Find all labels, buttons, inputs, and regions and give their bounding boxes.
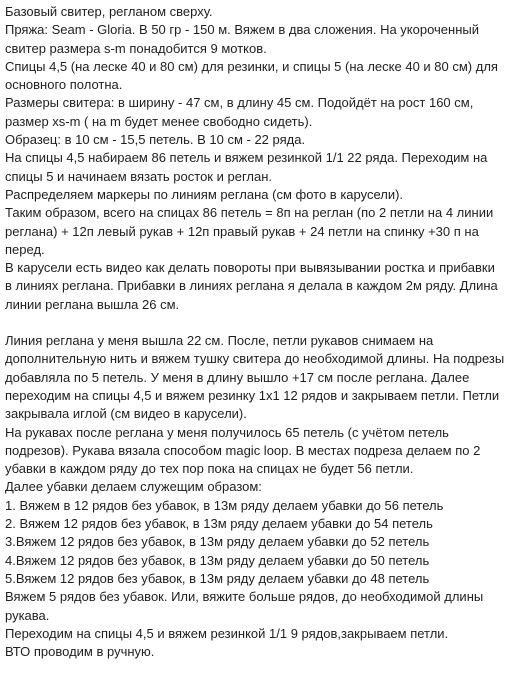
paragraph-block-2 xyxy=(5,332,504,661)
paragraph-spacer xyxy=(5,314,504,332)
text-line: Размеры свитера: в ширину - 47 см, в длину 45 см. Подойдёт на рост 160 см, xyxy=(5,95,474,111)
text-line: реглана) + 12п левый рукав + 12п правый рукав + 24 петли на спинку +30 п на xyxy=(5,223,479,239)
text-line: 5.Вяжем 12 рядов без убавок, в 13м ряду делаем убавки до 48 петель xyxy=(5,570,430,586)
text-line: основного полотна. xyxy=(5,77,123,93)
text-line: в линиях реглана. Прибавки в линиях реглана я делала в каждом 2м ряду. Длина xyxy=(5,278,498,294)
text-line: переходим на спицы 4,5 и вяжем резинку 1х1 12 рядов и закрываем петли. Петли xyxy=(5,387,500,403)
text-line: Далее убавки делаем служещим образом: xyxy=(5,479,262,495)
text-line: подрезов). Рукава вязала способом magic loop. В местах подреза делаем по 2 xyxy=(5,442,481,458)
text-line: На рукавах после реглана у меня получилось 65 петель (с учётом петель xyxy=(5,424,449,440)
text-line: свитер размера s-m понадобится 9 мотков. xyxy=(5,40,267,56)
text-line: В карусели есть видео как делать повороты при вывязывании ростка и прибавки xyxy=(5,260,495,276)
text-line: Таким образом, всего на спицах 86 петель = 8п на реглан (по 2 петли на 4 линии xyxy=(5,205,494,221)
text-line: размер xs-m ( на m будет менее свободно сидеть). xyxy=(5,113,313,129)
text-line: На спицы 4,5 набираем 86 петель и вяжем резинкой 1/1 22 ряда. Переходим на xyxy=(5,150,488,166)
text-line: перед. xyxy=(5,241,45,257)
text-line: Базовый свитер, регланом сверху. xyxy=(5,4,213,19)
paragraph-block-1 xyxy=(5,3,504,314)
text-line: добавляла по 5 петель. У меня в длину вышло +17 см после реглана. Далее xyxy=(5,369,470,385)
text-line: 4.Вяжем 12 рядов без убавок, в 13м ряду делаем убавки до 50 петель xyxy=(5,552,430,568)
text-line: ВТО проводим в ручную. xyxy=(5,644,155,660)
text-line: Пряжа: Seam - Gloria. В 50 гр - 150 м. Вяжем в два сложения. На укороченный xyxy=(5,22,479,38)
text-line: Линия реглана у меня вышла 22 см. После, петли рукавов снимаем на xyxy=(5,333,434,349)
text-line: убавки в каждом ряду до тех пор пока на спицах не будет 56 петли. xyxy=(5,461,414,477)
text-line: Распределяем маркеры по линиям реглана (см фото в карусели). xyxy=(5,186,404,202)
text-line: Спицы 4,5 (на леске 40 и 80 см) для резинки, и спицы 5 (на леске 40 и 80 см) для xyxy=(5,58,498,74)
text-line: дополнительную нить и вяжем тушку свитера до необходимой длины. На подрезы xyxy=(5,351,505,367)
text-line: 3.Вяжем 12 рядов без убавок, в 13м ряду делаем убавки до 52 петель xyxy=(5,534,430,550)
text-line: Переходим на спицы 4,5 и вяжем резинкой 1/1 9 рядов,закрываем петли. xyxy=(5,625,449,641)
text-line: рукава. xyxy=(5,607,50,623)
text-line: Вяжем 5 рядов без убавок. Или, вяжите больше рядов, до необходимой длины xyxy=(5,589,484,605)
text-line: спицы 5 и начинаем вязать росток и реглан. xyxy=(5,168,273,184)
text-line: закрывала иглой (см видео в карусели). xyxy=(5,406,247,422)
text-line: 1. Вяжем в 12 рядов без убавок, в 13м ряду делаем убавки до 56 петель xyxy=(5,497,444,513)
text-line: линии реглана вышла 26 см. xyxy=(5,296,180,312)
text-line: Образец: в 10 см - 15,5 петель. В 10 см - 22 ряда. xyxy=(5,132,306,148)
text-line: 2. Вяжем 12 рядов без убавок, в 13м ряду делаем убавки до 54 петель xyxy=(5,516,433,532)
